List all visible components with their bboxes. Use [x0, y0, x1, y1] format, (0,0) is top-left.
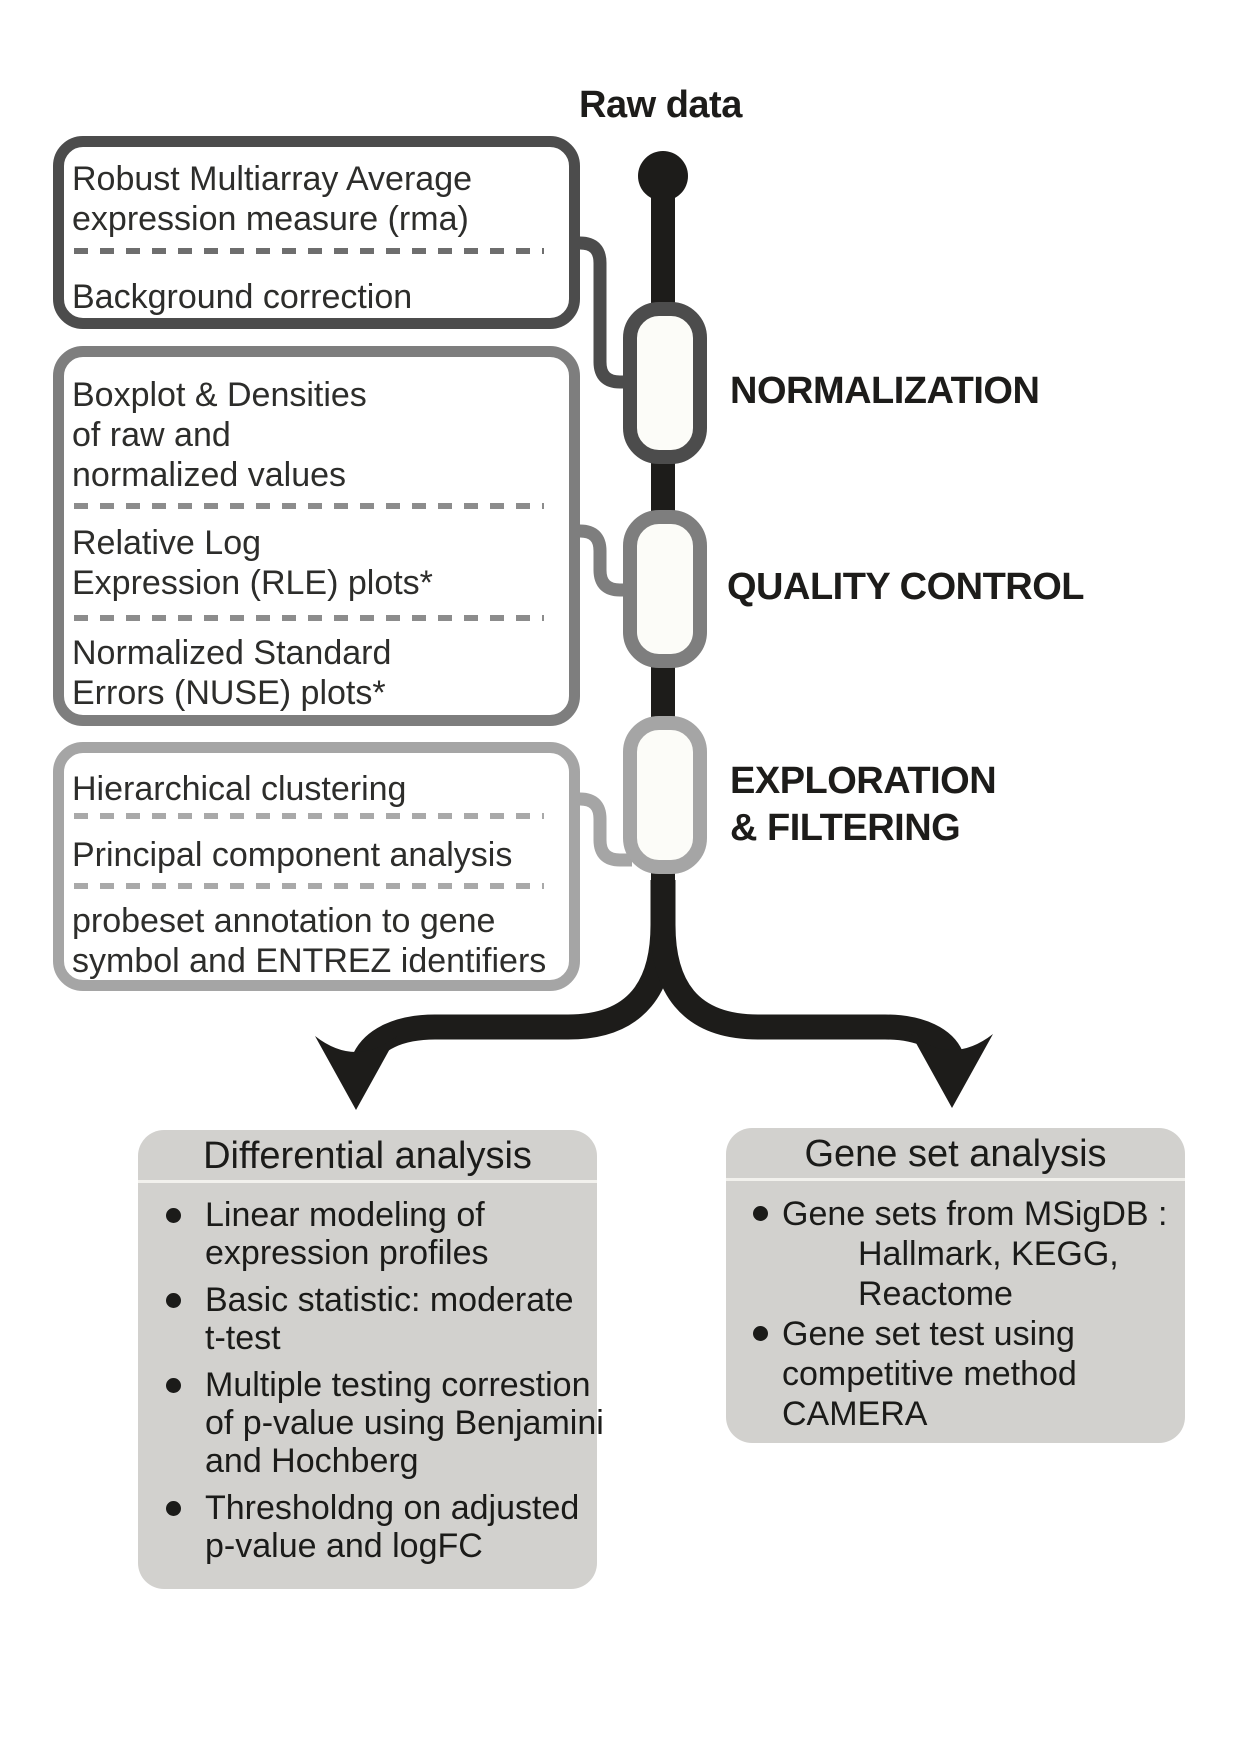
- stage-label-normalization: [730, 368, 1039, 415]
- stepbox-text-line: expression measure (rma): [72, 200, 469, 238]
- stepbox-exploration: [53, 742, 580, 991]
- stepbox-text-line: Expression (RLE) plots*: [72, 564, 433, 602]
- bullet-text-line: expression profiles: [205, 1234, 489, 1272]
- stepbox-text-line: Normalized Standard: [72, 634, 392, 672]
- bullet-text-line: Basic statistic: moderate: [205, 1281, 574, 1319]
- stepbox-text-line: Relative Log: [72, 524, 262, 562]
- bullet-text-line: Gene sets from MSigDB :: [782, 1195, 1168, 1233]
- differential-analysis-box: [138, 1130, 604, 1589]
- bullet-text-line: Gene set test using: [782, 1315, 1075, 1353]
- stage-node-quality-control: [623, 510, 707, 668]
- bullet-text-line: Thresholdng on adjusted: [205, 1489, 580, 1527]
- bullet-text-line: and Hochberg: [205, 1442, 419, 1480]
- left-arrowhead-icon: [315, 1036, 397, 1110]
- stepbox-segment: [72, 357, 563, 495]
- bullet-text-line: of p-value using Benjamini: [205, 1404, 604, 1442]
- bullet-icon: [166, 1293, 181, 1308]
- bullet-text-line: competitive method: [782, 1355, 1077, 1393]
- bullet-icon: [166, 1208, 181, 1223]
- bullet-icon: [166, 1378, 181, 1393]
- stepbox-quality-control: [53, 346, 580, 726]
- bullet-text-line: Reactome: [858, 1275, 1013, 1313]
- bullet-icon: [166, 1501, 181, 1516]
- stage-node-normalization: [623, 302, 707, 464]
- stepbox-segment: [72, 753, 563, 809]
- stage-label-line: EXPLORATION: [730, 760, 997, 802]
- stepbox-segment: [72, 621, 563, 713]
- differential-analysis-title: Differential analysis: [138, 1130, 597, 1183]
- stepbox-text-line: normalized values: [72, 456, 347, 494]
- stage-label-line: & FILTERING: [730, 807, 961, 849]
- raw-data-label: Raw data: [579, 84, 742, 126]
- list-item: [753, 1314, 1185, 1434]
- stepbox-text-line: Errors (NUSE) plots*: [72, 674, 386, 712]
- list-item: [753, 1194, 1185, 1314]
- bullet-icon: [753, 1326, 768, 1341]
- stepbox-segment: [72, 254, 563, 317]
- bullet-text-line: Hallmark, KEGG,: [858, 1235, 1119, 1273]
- stage-node-exploration: [623, 716, 707, 874]
- stepbox-text-line: Hierarchical clustering: [72, 770, 407, 808]
- stepbox-text-line: symbol and ENTREZ identifiers: [72, 942, 547, 980]
- stepbox-segment: [72, 147, 563, 239]
- bullet-text-line: t-test: [205, 1319, 281, 1357]
- stepbox-segment: [72, 889, 563, 981]
- list-item: [166, 1489, 597, 1565]
- stage-label-exploration: [730, 758, 996, 852]
- gene-set-analysis-title: Gene set analysis: [726, 1128, 1185, 1181]
- gene-set-analysis-box: [726, 1128, 1185, 1443]
- stepbox-text-line: probeset annotation to gene: [72, 902, 496, 940]
- list-item: [166, 1366, 604, 1480]
- list-item: [166, 1196, 597, 1272]
- stage-label-line: NORMALIZATION: [730, 370, 1040, 412]
- stepbox-normalization: [53, 136, 580, 329]
- bullet-list: [138, 1183, 604, 1565]
- stage-label-line: QUALITY CONTROL: [727, 566, 1085, 608]
- stepbox-text-line: Boxplot & Densities: [72, 376, 367, 414]
- stepbox-segment: [72, 819, 563, 875]
- stepbox-text-line: Background correction: [72, 278, 413, 316]
- right-branch-line: [663, 880, 951, 1056]
- stepbox-text-line: Principal component analysis: [72, 836, 513, 874]
- stepbox-text-line: Robust Multiarray Average: [72, 160, 473, 198]
- bullet-list: [726, 1181, 1185, 1434]
- stage-label-quality-control: [727, 564, 1084, 611]
- bullet-text-line: Linear modeling of: [205, 1196, 485, 1234]
- bullet-text-line: p-value and logFC: [205, 1527, 483, 1565]
- stepbox-segment: [72, 509, 563, 603]
- bullet-text-line: CAMERA: [782, 1395, 928, 1433]
- bullet-icon: [753, 1206, 768, 1221]
- list-item: [166, 1281, 597, 1357]
- stepbox-text-line: of raw and: [72, 416, 231, 454]
- bullet-text-line: Multiple testing correstion: [205, 1366, 591, 1404]
